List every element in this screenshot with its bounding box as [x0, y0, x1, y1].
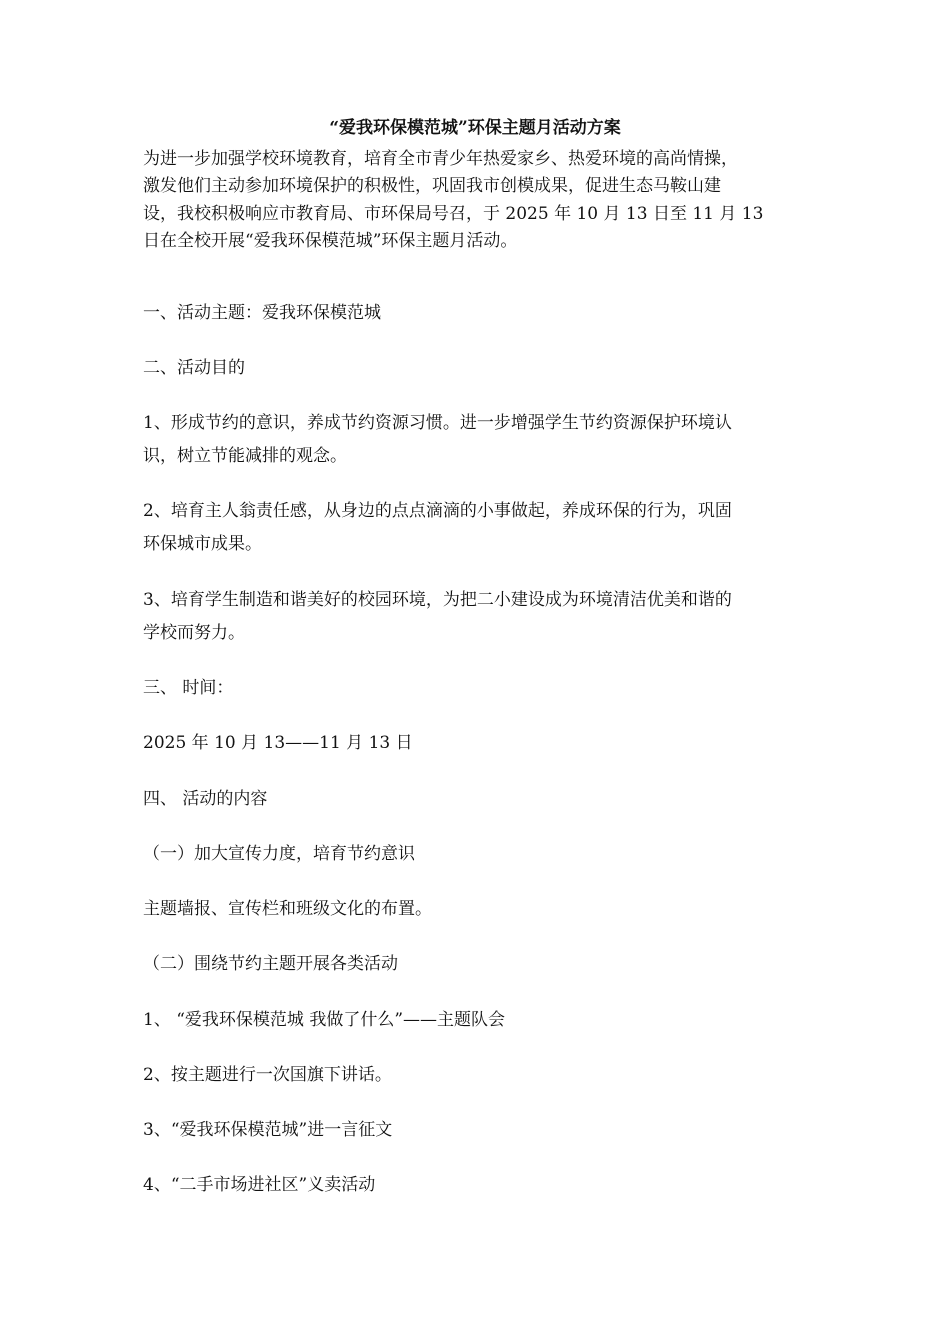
section-heading-theme: 一、活动主题：爱我环保模范城: [143, 303, 381, 323]
section-heading-purpose: 二、活动目的: [143, 358, 245, 378]
intro-paragraph: [143, 146, 807, 256]
intro-line: 激发他们主动参加环境保护的积极性，巩固我市创模成果，促进生态马鞍山建: [143, 176, 721, 197]
intro-line: 为进一步加强学校环境教育，培育全市青少年热爱家乡、热爱环境的高尚情操，: [143, 149, 738, 169]
goal-line: 环保城市成果。: [143, 534, 262, 554]
activity-item-2: 2、按主题进行一次国旗下讲话。: [143, 1065, 392, 1085]
goal-line: 识，树立节能减排的观念。: [143, 446, 347, 466]
goal-line: 1、形成节约的意识，养成节约资源习惯。进一步增强学生节约资源保护环境认: [143, 413, 732, 433]
time-value: 2025 年 10 月 13——11 月 13 日: [143, 733, 413, 753]
goal-line: 2、培育主人翁责任感，从身边的点点滴滴的小事做起，养成环保的行为，巩固: [143, 501, 732, 521]
subsection-heading-1: （一）加大宣传力度，培育节约意识: [143, 844, 415, 864]
subsection-text-1: 主题墙报、宣传栏和班级文化的布置。: [143, 899, 432, 919]
goal-line: 3、培育学生制造和谐美好的校园环境，为把二小建设成为环境清洁优美和谐的: [143, 590, 732, 610]
intro-line: 日在全校开展“爱我环保模范城”环保主题月活动。: [143, 231, 518, 252]
goal-paragraph-3: [143, 584, 807, 650]
activity-item-1: 1、 “爱我环保模范城 我做了什么”——主题队会: [143, 1010, 506, 1030]
activity-item-3: 3、“爱我环保模范城”进一言征文: [143, 1120, 393, 1140]
goal-paragraph-1: [143, 407, 807, 473]
intro-line: 设，我校积极响应市教育局、市环保局号召，于 2025 年 10 月 13 日至 11 月 13: [143, 203, 764, 224]
section-heading-time: 三、 时间：: [143, 678, 234, 698]
subsection-heading-2: （二）围绕节约主题开展各类活动: [143, 954, 398, 974]
document-title: “爱我环保模范城”环保主题月活动方案: [329, 118, 621, 138]
goal-line: 学校而努力。: [143, 623, 245, 643]
goal-paragraph-2: [143, 495, 807, 561]
section-heading-content: 四、 活动的内容: [143, 789, 268, 809]
activity-item-4: 4、“二手市场进社区”义卖活动: [143, 1175, 376, 1195]
